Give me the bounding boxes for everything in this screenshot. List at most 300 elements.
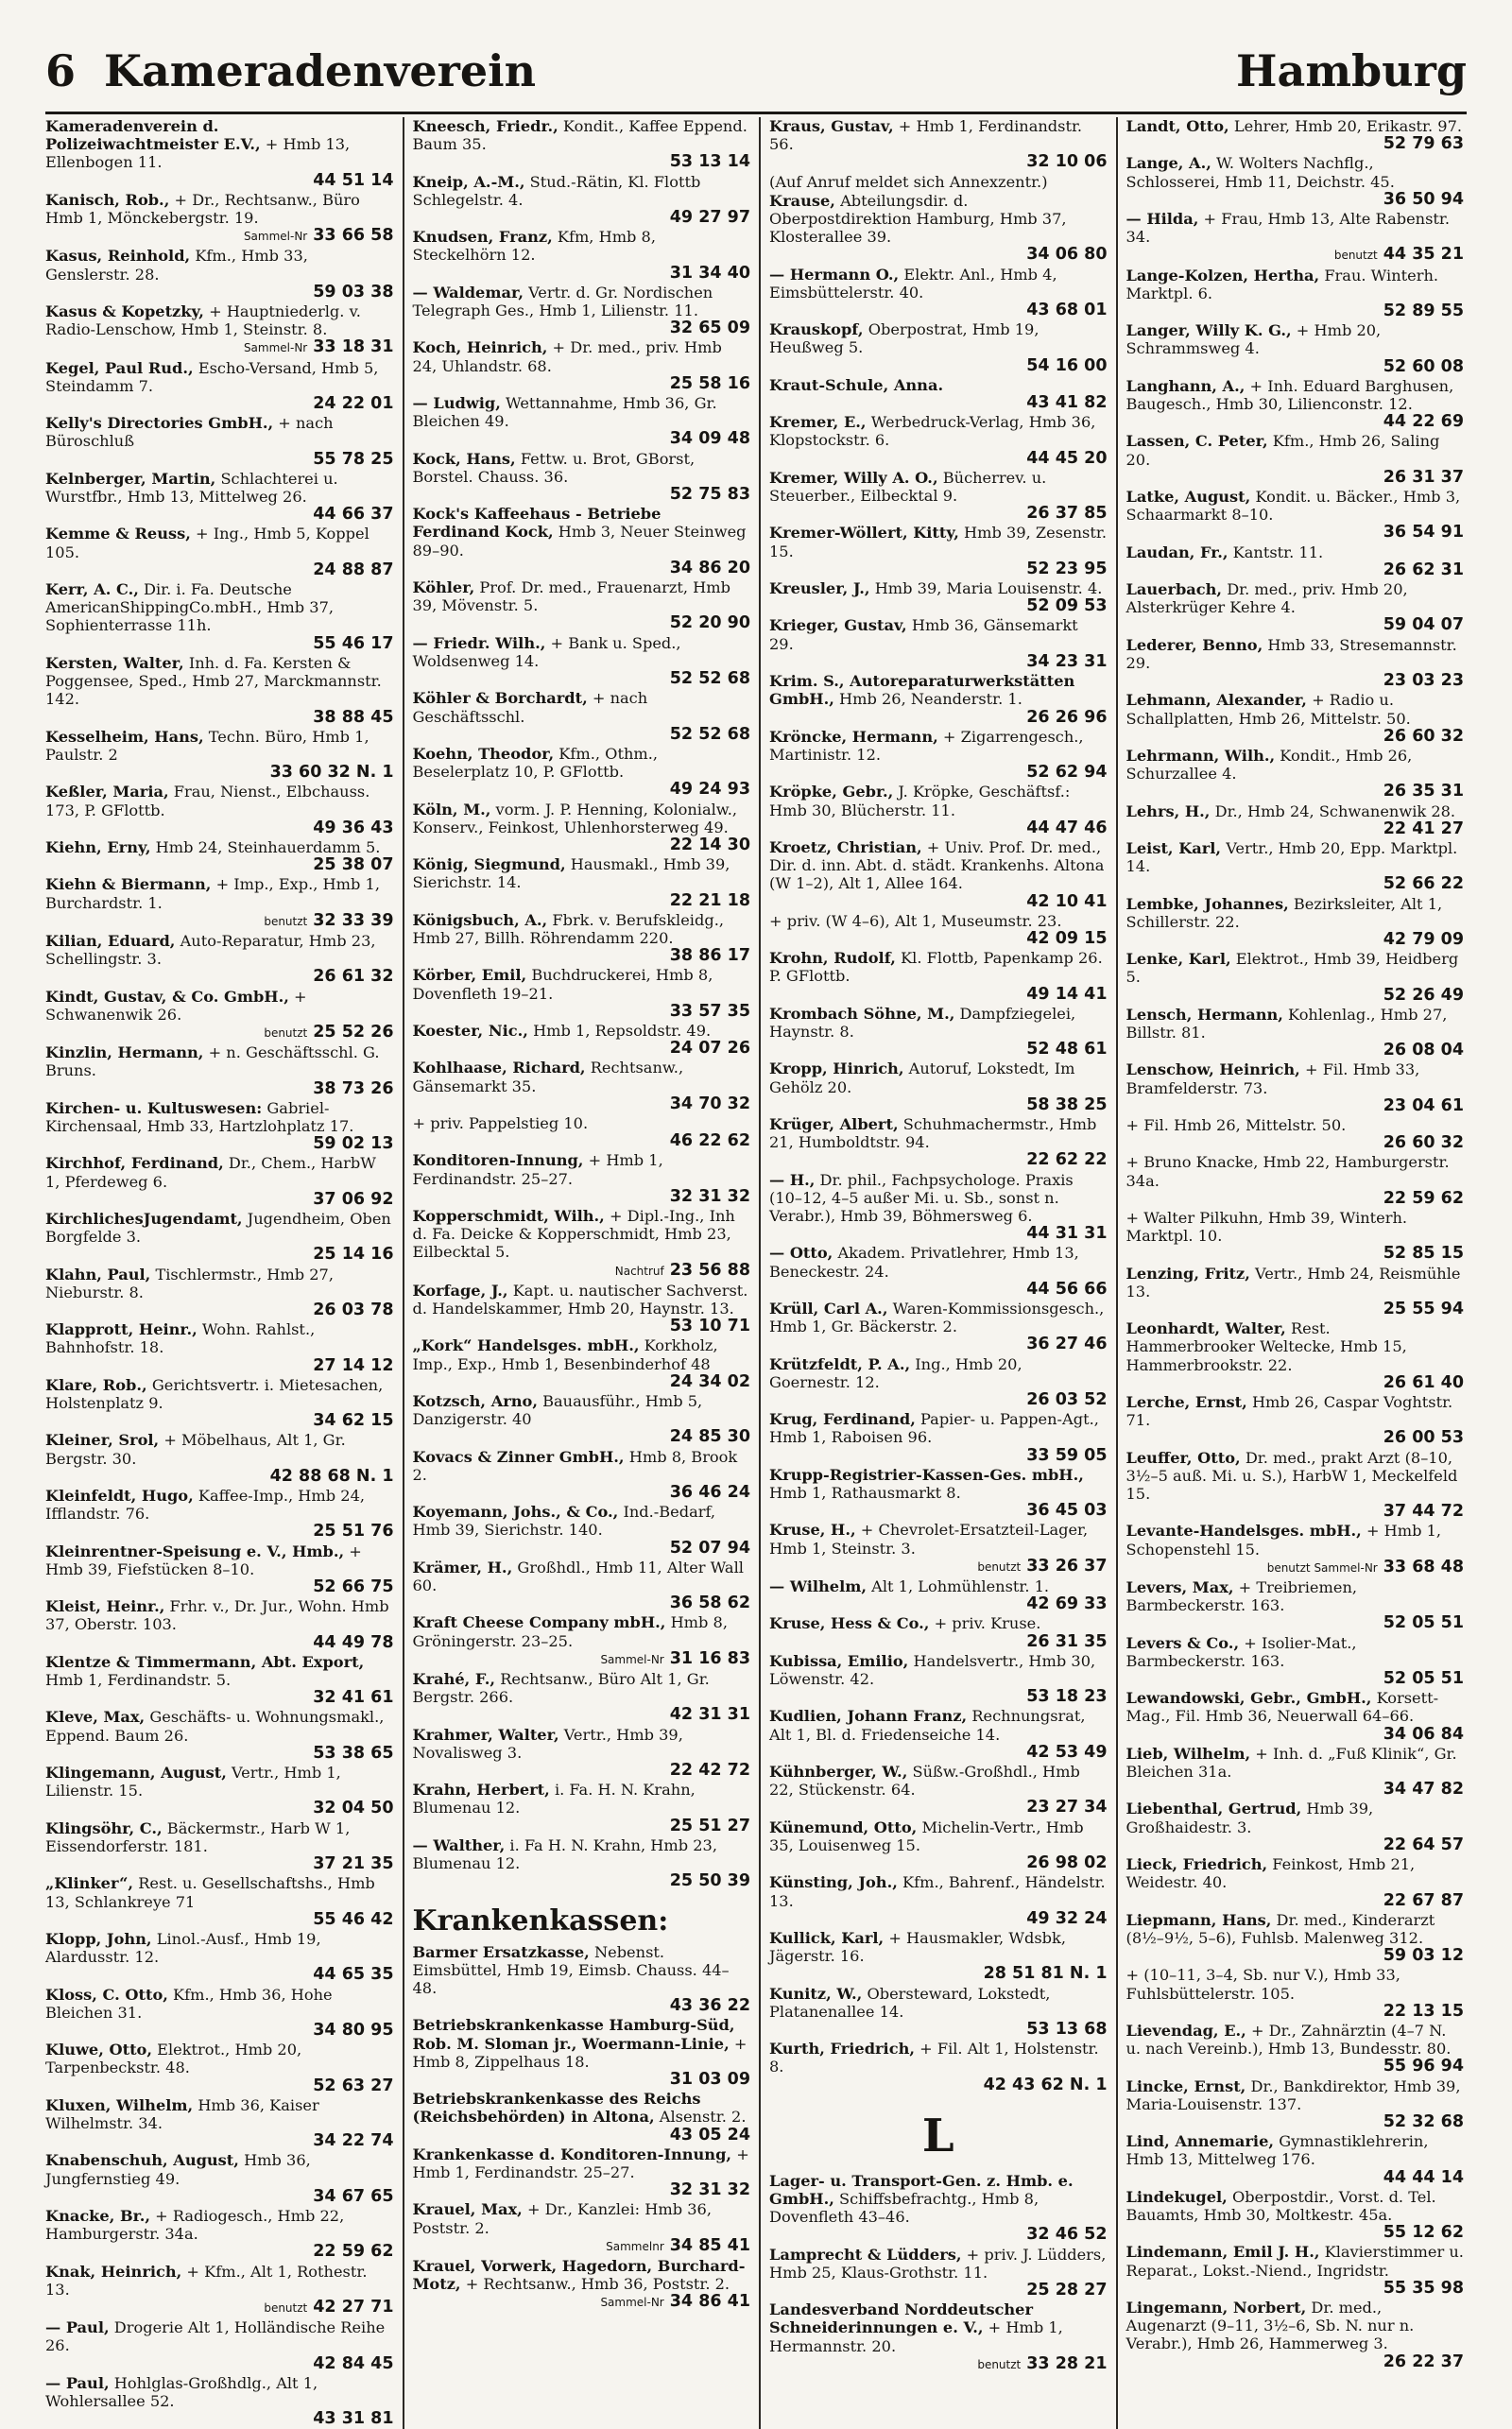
entry-name: Kleiner, Srol, [45,1431,160,1450]
directory-entry [413,1392,751,1447]
phone-number: 44 49 78 [313,1632,394,1652]
entry-details: + n. Geschäftsschl. G. Bruns. [45,1043,380,1080]
phone-number: 25 28 27 [1026,2280,1108,2300]
letter-heading: L [921,2109,954,2162]
phone-number: 25 51 27 [669,1816,750,1835]
phone-number-line [413,947,751,965]
header-right-title: Hamburg [1236,45,1467,96]
phone-number-line [769,1558,1108,1576]
entry-name: Krauel, Vorwerk, Hagedorn, Burchard-Motz, [412,2256,746,2294]
entry-name: Kluxen, Wilhelm, [45,2095,194,2114]
entry-details: + Bank u. Sped., Woldsenweg 14. [412,633,681,670]
phone-number: 33 60 32 N. 1 [269,763,394,783]
entry-name: Kudlien, Johann Franz, [769,1707,968,1726]
entry-details: + Hmb 1, Ferdinandstr. 56. [769,117,1083,154]
directory-entry [1126,1689,1465,1744]
phone-number: 44 31 31 [1026,1224,1108,1244]
phone-number: 36 50 94 [1383,189,1464,209]
directory-entry [45,783,394,837]
phone-number-line [413,1262,751,1281]
phone-number: 52 05 51 [1383,1669,1464,1689]
entry-name: Klopp, John, [45,1929,152,1948]
entry-name: Lievendag, E., [1125,2021,1246,2040]
entry-details: + Radio u. Schallplatten, Hmb 26, Mittelstr. 50. [1125,691,1411,728]
directory-columns [45,117,1472,2429]
phone-number-line [1126,1947,1465,1965]
entry-name: — Paul, [45,2373,110,2392]
entry-name: Kremer, E., [769,413,867,432]
entry-details: i. Fa H. N. Krahn, Hmb 23, Blumenau 12. [412,1835,717,1873]
directory-entry [1126,1911,1465,1966]
entry-details: Michelin-Vertr., Hmb 35, Louisenweg 15. [769,1817,1084,1854]
phone-number: 46 22 62 [669,1131,750,1151]
phone-number-line [413,1188,751,1206]
directory-entry [45,1542,394,1597]
phone-number: 37 44 72 [1383,1502,1464,1522]
entry-name: Klingsöhr, C., [45,1818,163,1837]
directory-entry [1126,1060,1465,1115]
directory-entry [1126,1393,1465,1448]
entry-details: Hausmakl., Hmb 39, Sierichstr. 14. [412,855,730,892]
entry-name: Levante-Handelsges. mbH., [1125,1522,1362,1541]
phone-number: 44 22 69 [1383,412,1464,432]
entry-details: Kantstr. 11. [1232,543,1324,561]
directory-entry [413,2090,751,2145]
phone-number-line [413,1428,751,1446]
phone-number-line [769,597,1108,615]
phone-number: 34 23 31 [1026,651,1108,671]
entry-name: Kock's Kaffeehaus - Betriebe Ferdinand Kock, [412,505,662,542]
directory-entry [1126,1634,1465,1689]
directory-entry [413,745,751,800]
phone-number: 34 09 48 [669,429,750,449]
phone-number: 42 43 62 N. 1 [983,2075,1108,2094]
phone-number: 26 26 96 [1026,707,1108,727]
phone-number-line [1126,931,1465,949]
entry-name: Betriebskrankenkasse des Reichs (Reichsbehörden) in Altona, [412,2090,701,2127]
entry-name: Kegel, Paul Rud., [45,358,194,377]
phone-number-line [413,1132,751,1150]
directory-entry [1126,321,1465,376]
entry-details: + Möbelhaus, Alt 1, Gr. Bergstr. 30. [45,1431,346,1468]
directory-entry [769,1410,1108,1465]
phone-number-line [769,560,1108,578]
entry-details: + Chevrolet-Ersatzteil-Lager, Hmb 1, Steinstr. 3. [769,1521,1089,1558]
phone-number-line [769,505,1108,523]
entry-details: + Isolier-Mat., Barmbeckerstr. 163. [1125,1633,1357,1670]
entry-details: i. Fa. H. N. Krahn, Blumenau 12. [412,1781,696,1817]
phone-number-line [413,2127,751,2145]
entry-details: Alt 1, Lohmühlenstr. 1. [871,1577,1050,1596]
entry-details: Vertr. d. Gr. Nordischen Telegraph Ges., Hmb 1, Lilienstr. 11. [412,283,713,320]
phone-number-line [1126,1429,1465,1447]
entry-name: Betriebskrankenkasse Hamburg-Süd, Rob. M. Sloman jr., Woermann-Linie, [412,2016,735,2053]
phone-number: 52 79 63 [1383,134,1464,154]
entry-name: Krombach Söhne, M., [769,1004,955,1023]
directory-entry [769,579,1108,615]
phone-number-line [45,1357,394,1375]
entry-details: Elektrot., Hmb 39, Heidberg 5. [1125,950,1459,987]
entry-details: Hmb 24, Steinhauerdamm 5. [155,837,381,856]
phone-number: 34 62 15 [313,1411,394,1431]
entry-details: Hmb 1, Rathausmarkt 8. [769,1484,961,1503]
entry-details: Hmb 8, Brook 2. [412,1447,738,1484]
entry-name: Kesselheim, Hans, [45,727,204,746]
phone-number-line [45,1745,394,1763]
entry-details: Kohlenlag., Hmb 27, Billstr. 81. [1125,1005,1448,1042]
phone-number: 23 04 61 [1383,1095,1464,1115]
phone-number: 36 54 91 [1383,523,1464,543]
entry-details: Kfm., Hmb 26, Saling 20. [1125,432,1440,469]
phone-number-line [45,1689,394,1707]
number-prefix: Sammel-Nr [243,341,308,355]
entry-details: Rechnungsrat, Alt 1, Bl. d. Friedenseiche 14. [769,1707,1086,1744]
entry-details: Gymnastiklehrerin, Hmb 13, Mittelweg 176. [1125,2132,1429,2169]
entry-name: Landesverband Norddeutscher Schneiderinnungen e. V., [769,2300,1034,2337]
entry-name: Kraut-Schule, Anna. [769,375,944,394]
entry-name: Lerche, Ernst, [1125,1393,1247,1412]
directory-entry [769,949,1108,1004]
directory-column-1 [45,117,403,2429]
phone-number: 23 03 23 [1383,671,1464,691]
phone-number: 26 03 78 [313,1301,394,1319]
entry-details: Schuhmachermstr., Hmb 21, Humboldtstr. 94. [769,1114,1097,1152]
directory-entry [45,932,394,987]
directory-entry [413,2200,751,2256]
entry-details: vorm. J. P. Henning, Kolonialw., Konserv., Feinkost, Uhlenhorsterweg 49. [412,800,738,836]
entry-details: Vertr., Hmb 1, Lilienstr. 15. [45,1764,341,1800]
entry-name: Künsting, Joh., [769,1873,898,1892]
entry-name: Knak, Heinrich, [45,2262,182,2281]
entry-details: Kapt. u. nautischer Sachverst. d. Handelskammer, Hmb 20, Haynstr. 13. [412,1281,748,1318]
entry-details: + Hmb 1, Hermannstr. 20. [769,2318,1063,2355]
entry-details: + Dr., Rechtsanw., Büro Hmb 1, Mönckebergstr. 19. [45,190,360,228]
entry-details: + Treibriemen, Barmbeckerstr. 163. [1125,1578,1358,1615]
entry-details: + Dr., Zahnärztin (4–7 N. u. nach Vereinb.), Hmb 13, Bundesstr. 80. [1125,2021,1452,2059]
phone-number-line [413,1040,751,1058]
directory-entry [413,1836,751,1891]
directory-entry [769,469,1108,524]
entry-name: Krahmer, Walter, [412,1725,559,1744]
phone-number: 53 13 14 [669,152,750,172]
entry-name: Kruse, Hess & Co., [769,1614,930,1633]
directory-entry [1126,1745,1465,1800]
number-prefix: benutzt [264,914,308,928]
directory-entry [45,2207,394,2262]
phone-number-line [1126,672,1465,690]
phone-number-line [45,1024,394,1042]
phone-number-line [45,2022,394,2040]
directory-entry [769,1005,1108,1059]
phone-number-line [45,856,394,874]
entry-details: Kondit., Kaffee Eppend. Baum 35. [412,117,747,154]
entry-name: Kleve, Max, [45,1708,146,1727]
entry-name: Levers, Max, [1125,1578,1234,1597]
directory-column-3 [759,117,1116,2429]
entry-details: Auto-Reparatur, Hmb 23, Schellingstr. 3. [45,931,376,969]
directory-entry [1126,543,1465,579]
phone-number: 52 20 90 [669,613,750,633]
phone-number-line [769,1910,1108,1928]
directory-entry [413,1336,751,1391]
directory-entry [769,1115,1108,1170]
entry-details: + Radiogesch., Hmb 22, Hamburgerstr. 34a. [45,2206,345,2244]
phone-number: 44 35 21 [1383,245,1464,265]
entry-details: Schlachterei u. Wurstfbr., Hmb 13, Mittelweg 26. [45,469,338,507]
entry-details: Vertr., Hmb 20, Epp. Marktpl. 14. [1125,838,1458,876]
phone-number-line [769,1225,1108,1243]
phone-number: 31 16 83 [669,1648,750,1668]
directory-entry [1126,154,1465,209]
directory-column-4 [1116,117,1473,2429]
entry-name: Köln, M., [412,800,491,818]
phone-number-line [413,1997,751,2015]
entry-name: Kunitz, W., [769,1984,863,2003]
phone-number: 59 03 38 [313,282,394,301]
phone-number: 24 88 87 [313,560,394,579]
directory-entry [413,1726,751,1781]
entry-name: Kohlhaase, Richard, [412,1059,586,1077]
directory-entry [1126,1153,1465,1208]
entry-details: Gabriel-Kirchensaal, Hmb 33, Hartzlohplatz 17. [45,1098,354,1135]
phone-number: 49 14 41 [1026,984,1108,1004]
entry-name: Kirchhof, Ferdinand, [45,1154,224,1173]
entry-name: Latke, August, [1125,488,1251,507]
phone-number-line [769,1281,1108,1299]
entry-name: Kremer-Wöllert, Kitty, [769,524,959,543]
entry-name: Köhler & Borchardt, [412,689,588,708]
directory-entry [1126,802,1465,838]
directory-entry [45,1043,394,1098]
entry-name: Körber, Emil, [412,966,527,985]
entry-details: Rechtsanw., Gänsemarkt 35. [412,1059,684,1095]
entry-details: Frau, Nienst., Elbchauss. 173, P. GFlottb. [45,783,370,819]
entry-details: Hmb 33, Stresemannstr. 29. [1125,635,1457,672]
directory-column-2 [403,117,760,2429]
entry-name: Krüll, Carl A., [769,1300,888,1318]
entry-details: Dr., Chem., HarbW 1, Pferdeweg 6. [45,1154,376,1191]
phone-number: 59 02 13 [313,1134,394,1154]
phone-number: 25 38 07 [313,855,394,875]
entry-name: Klahn, Paul, [45,1265,151,1283]
phone-number-line [1126,1042,1465,1059]
phone-number: 53 18 23 [1026,1687,1108,1707]
entry-details: Linol.-Ausf., Hmb 19, Alardusstr. 12. [45,1929,321,1967]
phone-number: 37 06 92 [313,1189,394,1209]
phone-number-line [769,1096,1108,1114]
entry-name: Kröncke, Hermann, [769,727,938,746]
phone-number: 52 23 95 [1026,559,1108,578]
directory-entry [45,1874,394,1929]
directory-entry [45,2041,394,2095]
entry-details: Geschäfts- u. Wohnungsmakl., Eppend. Baum 26. [45,1708,385,1745]
directory-entry [769,1300,1108,1354]
entry-details: Ing., Hmb 20, Goernestr. 12. [769,1354,1022,1391]
phone-number: 34 86 41 [669,2292,750,2312]
directory-entry [45,2151,394,2206]
entry-details: Autoruf, Lokstedt, Im Gehölz 20. [769,1059,1075,1096]
entry-details: Dampfziegelei, Haynstr. 8. [769,1004,1076,1041]
entry-name: Lassen, C. Peter, [1125,432,1268,451]
directory-entry [769,2246,1108,2300]
entry-name: Keßler, Maria, [45,783,169,801]
phone-number-line [769,2021,1108,2039]
phone-number-line [45,1911,394,1929]
entry-name: Kröpke, Gebr., [769,783,894,801]
entry-name: Leuffer, Otto, [1125,1448,1241,1467]
phone-number: 36 27 46 [1026,1335,1108,1354]
phone-number-line [413,2293,751,2312]
phone-number: 44 51 14 [313,170,394,190]
phone-number-line [769,2076,1108,2094]
phone-number-line [769,1041,1108,1059]
entry-details: + priv. Pappelstieg 10. [412,1113,589,1132]
entry-details: Elektrot., Hmb 20, Tarpenbeckstr. 48. [45,2041,302,2077]
phone-number: 26 60 32 [1383,1133,1464,1153]
entry-details: Hmb 26, Neanderstr. 1. [839,690,1022,709]
phone-number: 52 66 22 [1383,874,1464,894]
entry-name: — Hilda, [1125,210,1199,229]
entry-details: Bezirksleiter, Alt 1, Schillerstr. 22. [1125,894,1443,931]
entry-details: Jugendheim, Oben Borgfelde 3. [45,1209,391,1247]
entry-name: Klingemann, August, [45,1764,227,1783]
phone-number-line [413,153,751,171]
entry-details: Hohlglas-Großhdlg., Alt 1, Wohlersallee 52. [45,2373,318,2410]
phone-number-line [769,709,1108,727]
phone-number-line [413,670,751,688]
entry-details: + (10–11, 3–4, Sb. nur V.), Hmb 33, Fuhlsbüttelerstr. 105. [1125,1966,1400,2003]
phone-number-line [413,2071,751,2089]
phone-number-line [1126,358,1465,376]
phone-number: 55 96 94 [1383,2057,1464,2076]
entry-details: Papier- u. Pappen-Agt., Hmb 1, Raboisen 96. [769,1410,1099,1447]
directory-entry [769,1929,1108,1984]
phone-number: 22 14 30 [669,835,750,854]
directory-entry [45,1764,394,1818]
phone-number: 34 06 80 [1026,245,1108,265]
phone-number: 24 85 30 [669,1427,750,1447]
directory-entry [413,855,751,910]
phone-number: 22 59 62 [313,2242,394,2262]
directory-entry [1126,267,1465,321]
directory-entry [769,783,1108,837]
entry-details: + Hmb 1, Ferdinandstr. 25–27. [412,2145,749,2181]
directory-entry [1126,1006,1465,1060]
phone-number-line [413,1650,751,1669]
entry-name: Kurth, Friedrich, [769,2040,915,2059]
entry-details: Elektr. Anl., Hmb 4, Eimsbüttelerstr. 40. [769,265,1057,301]
directory-entry [413,1059,751,1113]
phone-number-line [45,2410,394,2428]
number-prefix: benutzt [1333,249,1378,263]
directory-entry [45,302,394,358]
phone-number-line [769,1595,1108,1613]
phone-number-line [45,506,394,524]
phone-number: 24 34 02 [669,1371,750,1391]
entry-name: Lind, Annemarie, [1125,2132,1275,2151]
entry-details: + Schwanenwik 26. [45,987,307,1024]
entry-details: Dr. med., priv. Hmb 20, Alsterkrüger Kehre 4. [1125,580,1408,617]
entry-name: Kovacs & Zinner GmbH., [412,1447,625,1466]
entry-name: Kneesch, Friedr., [412,117,558,135]
entry-name: Kremer, Willy A. O., [769,468,938,487]
phone-number-line [1126,1190,1465,1208]
phone-number-line [413,726,751,744]
entry-details: Abteilungsdir. d. Oberpostdirektion Hamburg, Hmb 37, Klosterallee 39. [769,191,1067,247]
directory-entry [769,1985,1108,2040]
directory-entry [45,1210,394,1265]
phone-number: 52 09 53 [1026,596,1108,616]
phone-number: 38 86 17 [669,946,750,966]
entry-name: Kreusler, J., [769,579,870,598]
phone-number-line [413,209,751,227]
entry-details: + Fil. Hmb 26, Mittelstr. 50. [1125,1115,1347,1134]
phone-number: 52 75 83 [669,485,750,505]
phone-number-line [1126,1726,1465,1744]
number-prefix: Sammel-Nr [600,2296,664,2310]
entry-details: Klavierstimmer u. Reparat., Lokst.-Niend., Ingridstr. [1125,2243,1464,2280]
entry-details: Feinkost, Hmb 21, Weidestr. 40. [1125,1855,1416,1892]
phone-number-line [45,1301,394,1319]
entry-name: Lingemann, Norbert, [1125,2298,1307,2317]
directory-entry [45,1376,394,1431]
directory-entry [769,2040,1108,2094]
phone-number: 52 60 08 [1383,356,1464,376]
phone-number-line [413,319,751,337]
entry-name: Kasus & Kopetzky, [45,302,204,321]
entry-name: Levers & Co., [1125,1633,1240,1652]
phone-number: 55 46 42 [313,1909,394,1929]
directory-entry [769,838,1108,911]
entry-name: Köhler, [412,578,475,597]
entry-details: Rest. u. Gesellschaftshs., Hmb 13, Schlankreye 71 [45,1874,375,1911]
directory-entry [1126,2077,1465,2132]
directory-entry [1126,1209,1465,1264]
entry-details: Bäckermstr., Harb W 1, Eissendorferstr. 181. [45,1818,351,1855]
phone-number: 52 63 27 [313,2076,394,2095]
entry-name: Knacke, Br., [45,2206,150,2225]
phone-number: 52 48 61 [1026,1040,1108,1059]
phone-number: 22 42 72 [669,1761,750,1781]
phone-number-line [1126,1134,1465,1152]
entry-details: Hmb 36, Gänsemarkt 29. [769,616,1078,653]
phone-number: 52 05 51 [1383,1613,1464,1633]
phone-number-line [45,1523,394,1541]
entry-details: Vertr., Hmb 24, Reismühle 13. [1125,1264,1461,1301]
phone-number: 26 31 35 [1026,1631,1108,1651]
phone-number-line [413,836,751,854]
entry-name: Kropp, Hinrich, [769,1059,904,1078]
phone-number: 42 84 45 [313,2353,394,2373]
phone-number-line [45,2299,394,2317]
phone-number-line [1126,1614,1465,1632]
entry-name: Krüger, Albert, [769,1114,899,1133]
entry-details: + Inh. d. „Fuß Klinik“, Gr. Bleichen 31a. [1125,1744,1457,1782]
entry-name: Liebenthal, Gertrud, [1125,1800,1302,1818]
directory-entry [769,1577,1108,1613]
entry-details: Kaffee-Imp., Hmb 24, Ifflandstr. 76. [45,1487,366,1524]
entry-details: + Ing., Hmb 5, Koppel 105. [45,525,369,561]
entry-details: Kondit., Hmb 26, Schurzallee 4. [1125,746,1413,784]
entry-details: Korsett-Mag., Fil. Hmb 36, Neuerwall 64–66. [1125,1689,1439,1726]
entry-name: Kiehn, Erny, [45,837,151,856]
phone-number-line [1126,1503,1465,1521]
entry-name: Krauel, Max, [412,2200,523,2219]
entry-details: Obersteward, Lokstedt, Platanenallee 14. [769,1984,1051,2021]
entry-details: Drogerie Alt 1, Holländische Reihe 26. [45,2318,386,2355]
phone-number: 23 56 88 [669,1260,750,1280]
directory-entry [45,1653,394,1708]
